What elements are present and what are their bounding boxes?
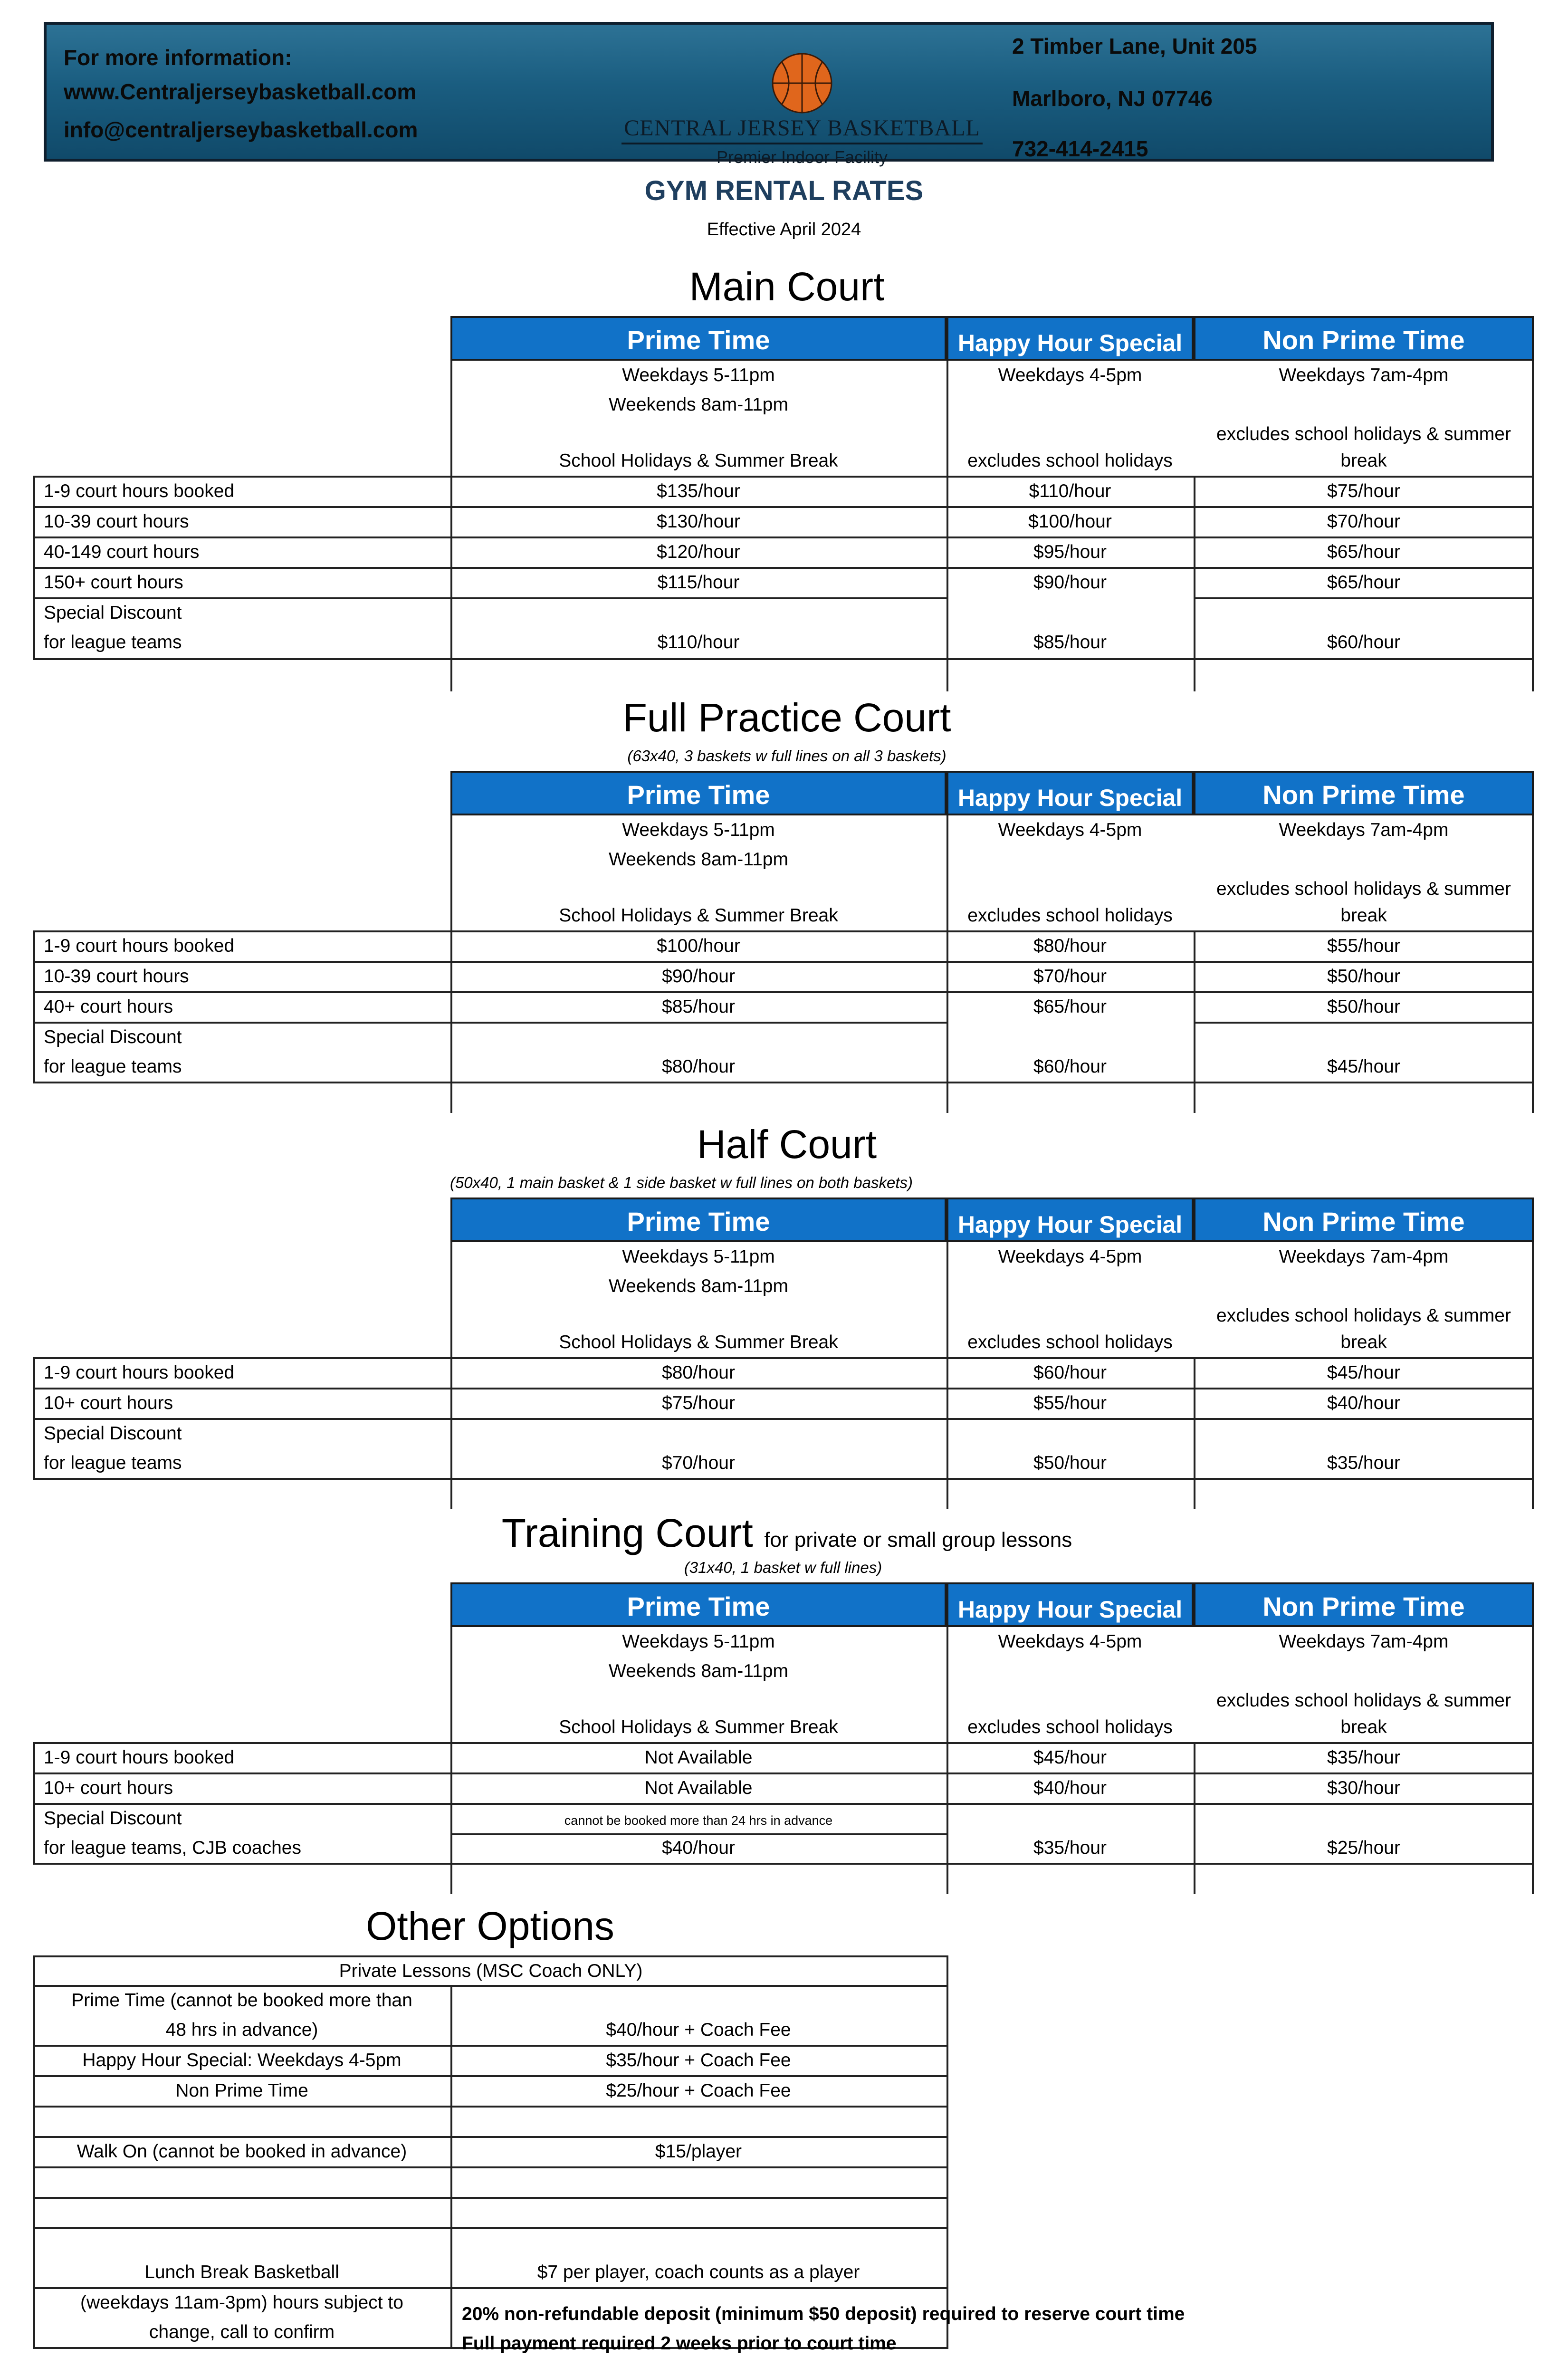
training-court-title-text: Training Court xyxy=(501,1511,753,1555)
table-cell: $70/hour xyxy=(1033,966,1107,987)
non-prime-header: Non Prime Time xyxy=(1194,1582,1534,1627)
nonprime-desc-1: Weekdays 7am-4pm xyxy=(1279,1246,1449,1267)
happy-desc-1: Weekdays 4-5pm xyxy=(998,1246,1142,1267)
table-row-label: 1-9 court hours booked xyxy=(44,481,235,501)
prime-desc-1: Weekdays 5-11pm xyxy=(622,1631,775,1652)
half-court-section xyxy=(33,1121,1540,1516)
page-title: GYM RENTAL RATES xyxy=(644,175,924,206)
option-label: Happy Hour Special: Weekdays 4-5pm xyxy=(82,2050,402,2070)
table-cell: $85/hour xyxy=(662,996,735,1017)
website-link[interactable]: www.Centraljerseybasketball.com xyxy=(64,79,417,104)
non-prime-header: Non Prime Time xyxy=(1194,316,1534,361)
table-cell: $115/hour xyxy=(657,572,740,593)
prime-time-header: Prime Time xyxy=(450,316,947,361)
nonprime-desc-2: excludes school holidays & summer xyxy=(1216,1690,1511,1711)
option-label: Non Prime Time xyxy=(175,2080,308,2101)
full-practice-note: (63x40, 3 baskets w full lines on all 3 baskets) xyxy=(627,747,947,765)
happy-desc-2: excludes school holidays xyxy=(967,1332,1173,1352)
prime-desc-2: Weekends 8am-11pm xyxy=(609,849,788,870)
prime-desc-1: Weekdays 5-11pm xyxy=(622,1246,775,1267)
other-options-title: Other Options xyxy=(366,1904,614,1948)
table-cell: $135/hour xyxy=(657,481,740,501)
option-value: $40/hour + Coach Fee xyxy=(606,2020,791,2040)
table-row-label: 40-149 court hours xyxy=(44,542,200,562)
table-cell: $60/hour xyxy=(1033,1056,1107,1077)
table-cell: $65/hour xyxy=(1327,542,1400,562)
table-cell: $45/hour xyxy=(1033,1747,1107,1768)
table-cell: $110/hour xyxy=(1029,481,1111,501)
happy-hour-header: Happy Hour Special xyxy=(947,771,1194,815)
option-label: change, call to confirm xyxy=(149,2322,335,2342)
full-practice-table xyxy=(33,771,1540,1113)
nonprime-desc-3: break xyxy=(1340,1332,1387,1352)
happy-hour-header: Happy Hour Special xyxy=(947,1198,1194,1242)
training-court-section xyxy=(33,1510,1540,1914)
special-label: for league teams xyxy=(44,1056,182,1077)
special-label: Special Discount xyxy=(44,603,182,623)
table-cell: $60/hour xyxy=(1033,1362,1107,1383)
prime-desc-1: Weekdays 5-11pm xyxy=(622,820,775,840)
email-link[interactable]: info@centraljerseybasketball.com xyxy=(64,117,418,142)
happy-desc-2: excludes school holidays xyxy=(967,450,1173,471)
happy-desc-2: excludes school holidays xyxy=(967,1717,1173,1737)
table-cell: $70/hour xyxy=(662,1453,735,1473)
table-cell: $45/hour xyxy=(1327,1056,1400,1077)
option-label: Lunch Break Basketball xyxy=(144,2262,339,2282)
table-cell: $80/hour xyxy=(1033,936,1107,956)
table-cell: $60/hour xyxy=(1327,632,1400,652)
table-cell: Not Available xyxy=(644,1778,753,1798)
table-cell: $35/hour xyxy=(1327,1453,1400,1473)
table-row-label: 1-9 court hours booked xyxy=(44,936,235,956)
table-cell: $80/hour xyxy=(662,1056,735,1077)
table-cell: $35/hour xyxy=(1033,1838,1107,1858)
special-label: Special Discount xyxy=(44,1027,182,1047)
special-label: for league teams xyxy=(44,1453,182,1473)
table-row-label: 40+ court hours xyxy=(44,996,173,1017)
main-court-section xyxy=(33,264,1540,691)
training-court-note: (31x40, 1 basket w full lines) xyxy=(684,1559,882,1576)
prime-desc-2: Weekends 8am-11pm xyxy=(609,1661,788,1681)
table-cell: $85/hour xyxy=(1033,632,1107,652)
nonprime-desc-1: Weekdays 7am-4pm xyxy=(1279,820,1449,840)
prime-desc-3: School Holidays & Summer Break xyxy=(559,905,838,926)
nonprime-desc-3: break xyxy=(1340,905,1387,926)
table-cell: $50/hour xyxy=(1327,966,1400,987)
happy-desc-1: Weekdays 4-5pm xyxy=(998,820,1142,840)
table-cell: $75/hour xyxy=(662,1393,735,1413)
special-label: for league teams xyxy=(44,632,182,652)
half-court-note: (50x40, 1 main basket & 1 side basket w full lines on both baskets) xyxy=(449,1174,913,1191)
option-label: Prime Time (cannot be booked more than xyxy=(71,1990,412,2011)
prime-desc-1: Weekdays 5-11pm xyxy=(622,365,775,385)
table-row-label: 1-9 court hours booked xyxy=(44,1747,235,1768)
option-label: Walk On (cannot be booked in advance) xyxy=(76,2141,407,2162)
nonprime-desc-1: Weekdays 7am-4pm xyxy=(1279,1631,1449,1652)
table-cell: $35/hour xyxy=(1327,1747,1400,1768)
table-cell: $40/hour xyxy=(662,1838,735,1858)
table-cell: $90/hour xyxy=(1033,572,1107,593)
special-label: Special Discount xyxy=(44,1423,182,1444)
table-row-label: 10-39 court hours xyxy=(44,511,189,532)
nonprime-desc-3: break xyxy=(1340,450,1387,471)
table-cell: $45/hour xyxy=(1327,1362,1400,1383)
table-cell: $90/hour xyxy=(662,966,735,987)
main-court-title: Main Court xyxy=(689,264,885,309)
header-banner xyxy=(44,22,1494,167)
table-cell: $130/hour xyxy=(657,511,740,532)
table-cell: $30/hour xyxy=(1327,1778,1400,1798)
full-practice-section xyxy=(33,695,1540,1122)
prime-desc-2: Weekends 8am-11pm xyxy=(609,394,788,415)
table-cell: $80/hour xyxy=(662,1362,735,1383)
special-label: for league teams, CJB coaches xyxy=(44,1838,301,1858)
table-cell: $50/hour xyxy=(1033,1453,1107,1473)
table-cell: $50/hour xyxy=(1327,996,1400,1017)
logo-divider xyxy=(621,143,983,144)
effective-date: Effective April 2024 xyxy=(707,220,861,240)
table-cell: $40/hour xyxy=(1033,1778,1107,1798)
half-court-table xyxy=(33,1198,1540,1511)
basketball-logo-icon xyxy=(762,52,842,114)
option-value: $35/hour + Coach Fee xyxy=(606,2050,791,2070)
option-value: $15/player xyxy=(655,2141,742,2162)
prime-time-header: Prime Time xyxy=(450,771,947,815)
table-cell: $65/hour xyxy=(1327,572,1400,593)
option-value: $25/hour + Coach Fee xyxy=(606,2080,791,2101)
prime-desc-2: Weekends 8am-11pm xyxy=(609,1276,788,1296)
prime-desc-3: School Holidays & Summer Break xyxy=(559,1717,838,1737)
table-cell: $95/hour xyxy=(1033,542,1107,562)
address-line2: Marlboro, NJ 07746 xyxy=(1012,86,1213,111)
full-practice-title: Full Practice Court xyxy=(622,695,951,740)
happy-hour-header: Happy Hour Special xyxy=(947,1582,1194,1627)
main-court-table xyxy=(33,316,1540,691)
table-cell: $55/hour xyxy=(1033,1393,1107,1413)
nonprime-desc-3: break xyxy=(1340,1717,1387,1737)
non-prime-header: Non Prime Time xyxy=(1194,1198,1534,1242)
nonprime-desc-1: Weekdays 7am-4pm xyxy=(1279,365,1449,385)
prime-desc-3: School Holidays & Summer Break xyxy=(559,1332,838,1352)
table-row-label: 10+ court hours xyxy=(44,1393,173,1413)
option-label: (weekdays 11am-3pm) hours subject to xyxy=(80,2292,403,2313)
training-court-suffix: for private or small group lessons xyxy=(764,1528,1072,1552)
table-cell: $25/hour xyxy=(1327,1838,1400,1858)
happy-desc-1: Weekdays 4-5pm xyxy=(998,1631,1142,1652)
prime-desc-3: School Holidays & Summer Break xyxy=(559,450,838,471)
option-label: 48 hrs in advance) xyxy=(165,2020,318,2040)
table-cell: $75/hour xyxy=(1327,481,1400,501)
nonprime-desc-2: excludes school holidays & summer xyxy=(1216,424,1511,444)
table-cell: $70/hour xyxy=(1327,511,1400,532)
training-court-table xyxy=(33,1582,1540,1906)
private-lessons-header: Private Lessons (MSC Coach ONLY) xyxy=(339,1961,643,1981)
table-row-label: 1-9 court hours booked xyxy=(44,1362,235,1383)
table-row-label: 150+ court hours xyxy=(44,572,183,593)
happy-hour-header: Happy Hour Special xyxy=(947,316,1194,361)
nonprime-desc-2: excludes school holidays & summer xyxy=(1216,1305,1511,1326)
payment-note: Full payment required 2 weeks prior to court time xyxy=(462,2333,897,2354)
table-cell: $110/hour xyxy=(657,632,740,652)
prime-time-header: Prime Time xyxy=(450,1198,947,1242)
table-row-label: 10-39 court hours xyxy=(44,966,189,987)
training-court-title xyxy=(33,1510,1540,1556)
happy-desc-2: excludes school holidays xyxy=(967,905,1173,926)
phone-number: 732-414-2415 xyxy=(1012,136,1148,161)
advance-booking-note: cannot be booked more than 24 hrs in advance xyxy=(564,1813,833,1828)
prime-time-header: Prime Time xyxy=(450,1582,947,1627)
nonprime-desc-2: excludes school holidays & summer xyxy=(1216,879,1511,899)
table-cell: $100/hour xyxy=(657,936,740,956)
logo-name: CENTRAL JERSEY BASKETBALL xyxy=(624,115,980,141)
happy-desc-1: Weekdays 4-5pm xyxy=(998,365,1142,385)
address-line1: 2 Timber Lane, Unit 205 xyxy=(1012,34,1257,58)
other-options-table xyxy=(33,1955,950,2340)
option-value: $7 per player, coach counts as a player xyxy=(537,2262,860,2282)
deposit-note: 20% non-refundable deposit (minimum $50 deposit) required to reserve court time xyxy=(462,2304,1185,2324)
other-options-section xyxy=(33,1903,1540,2355)
table-cell: $40/hour xyxy=(1327,1393,1400,1413)
table-row-label: 10+ court hours xyxy=(44,1778,173,1798)
info-label: For more information: xyxy=(64,45,292,70)
table-cell: $65/hour xyxy=(1033,996,1107,1017)
table-cell: $55/hour xyxy=(1327,936,1400,956)
logo-tagline: Premier Indoor Facility xyxy=(716,147,888,167)
half-court-title: Half Court xyxy=(697,1122,877,1167)
non-prime-header: Non Prime Time xyxy=(1194,771,1534,815)
table-cell: $120/hour xyxy=(657,542,740,562)
special-label: Special Discount xyxy=(44,1808,182,1829)
table-cell: Not Available xyxy=(644,1747,753,1768)
table-cell: $100/hour xyxy=(1028,511,1112,532)
